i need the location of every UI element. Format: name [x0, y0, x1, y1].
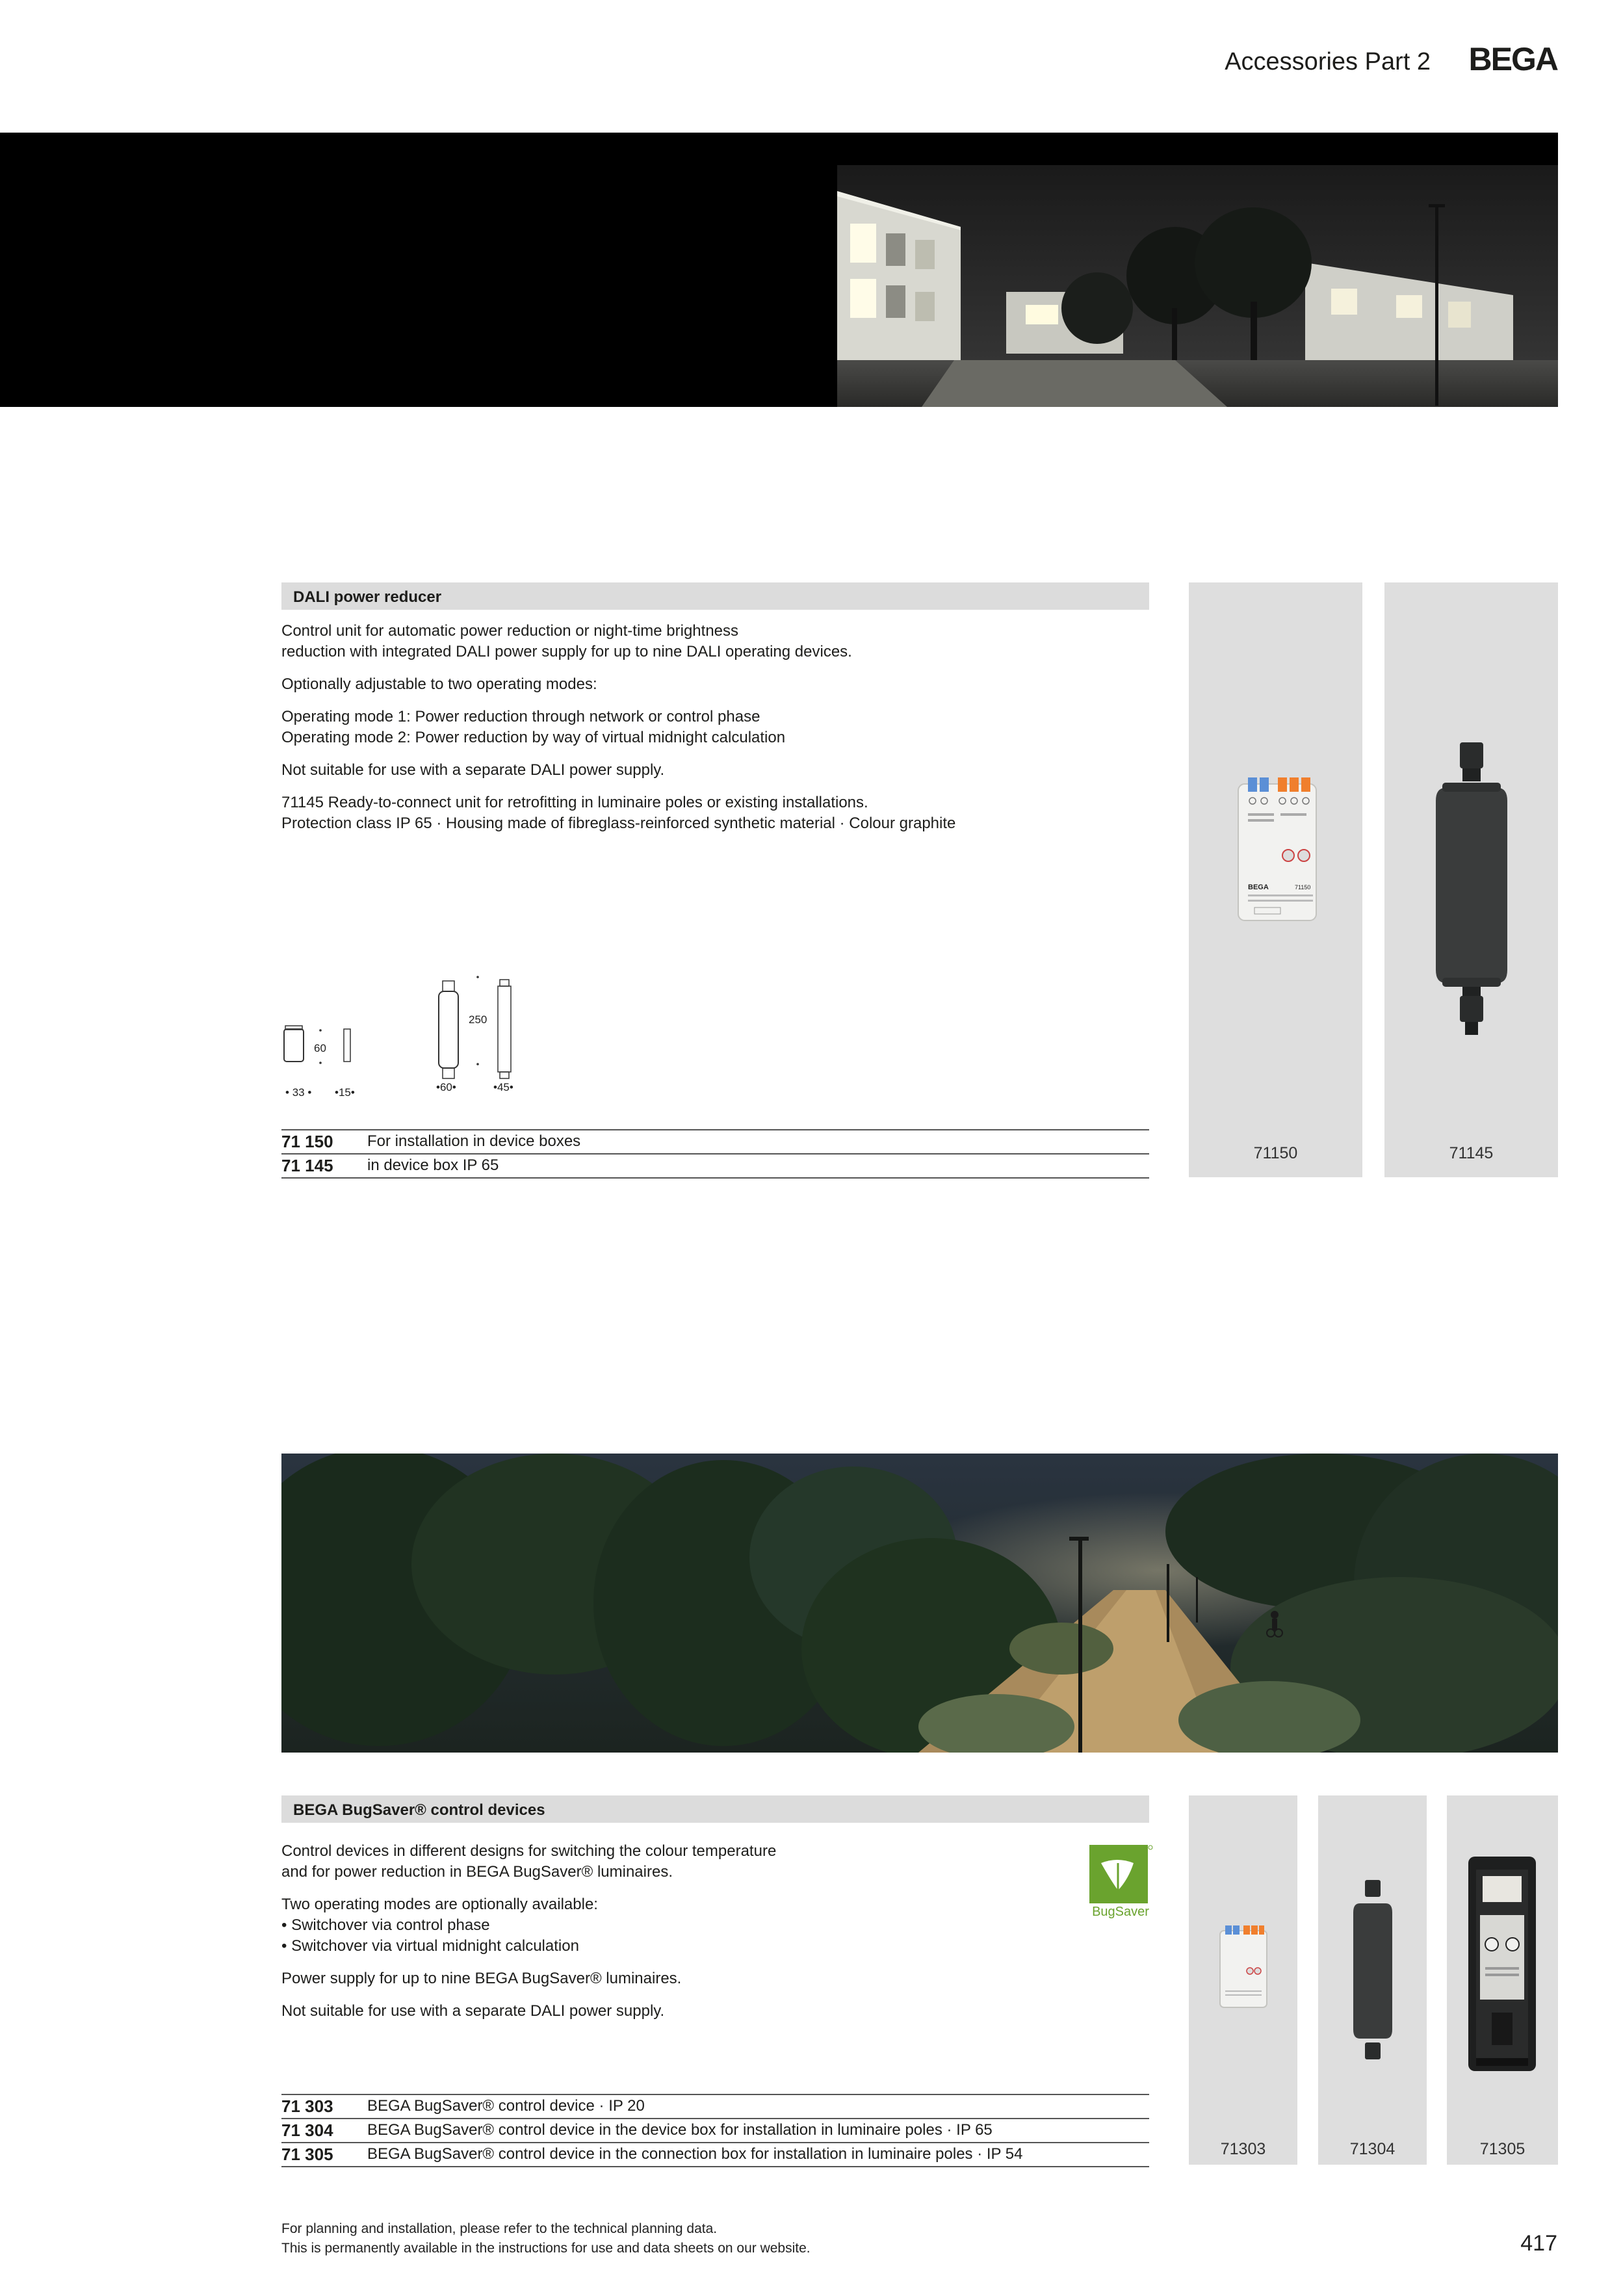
- product-label-71150: 71150: [1253, 1144, 1298, 1162]
- dali-description: [281, 621, 1149, 834]
- bugsaver-heading-text: BEGA BugSaver® control devices: [293, 1801, 545, 1819]
- bugsaver-logo-text: BugSaver: [1092, 1905, 1149, 1919]
- dim-height-large: 250: [469, 1013, 487, 1026]
- bugsaver-para-3: Power supply for up to nine BEGA BugSaver® luminaires.: [281, 1970, 682, 1987]
- dali-para-4: Not suitable for use with a separate DALI power supply.: [281, 761, 665, 779]
- dim-depth-small-value: 15: [338, 1086, 351, 1099]
- bugsaver-para-4: Not suitable for use with a separate DALI power supply.: [281, 2002, 665, 2020]
- product-panel-71150: [1189, 582, 1362, 1177]
- footer-line-2: This is permanently available in the instructions for use and data sheets on our website.: [281, 2241, 811, 2256]
- dali-heading-text: DALI power reducer: [293, 588, 442, 606]
- order-description: BEGA BugSaver® control device in the connection box for installation in luminaire poles · IP 54: [367, 2145, 1023, 2163]
- dim-height-small: 60: [314, 1042, 326, 1054]
- order-number: 71 303: [281, 2096, 333, 2116]
- order-description: For installation in device boxes: [367, 1132, 581, 1150]
- product-label-71305: 71305: [1479, 2140, 1526, 2158]
- dim-width-small: • 33 •: [285, 1086, 312, 1099]
- product-panel-71303: [1189, 1795, 1297, 2165]
- bugsaver-device-71304-image: [1347, 1880, 1399, 2062]
- order-number: 71 145: [281, 1156, 333, 1175]
- table-row: [281, 2094, 1149, 2118]
- dali-para-3-line-2: Operating mode 2: Power reduction by way of virtual midnight calculation: [281, 729, 786, 746]
- dali-device-71150-image: [1235, 777, 1319, 927]
- bugsaver-para-2-line-3: • Switchover via virtual midnight calculation: [281, 1937, 579, 1955]
- page-number: 417: [1520, 2231, 1557, 2256]
- night-building-photo: [0, 133, 1558, 407]
- order-number: 71 305: [281, 2145, 333, 2164]
- dali-para-1-line-2: reduction with integrated DALI power supply for up to nine DALI operating devices.: [281, 643, 852, 660]
- order-description: BEGA BugSaver® control device in the device box for installation in luminaire poles · IP 65: [367, 2121, 993, 2139]
- dali-section-heading: [281, 582, 1149, 610]
- dali-para-5-line-2: Protection class IP 65 · Housing made of fibreglass-reinforced synthetic material · Colour graphite: [281, 815, 956, 832]
- dimension-drawings: [281, 972, 554, 1102]
- bugsaver-leaf-icon: [1088, 1844, 1153, 1905]
- order-description: BEGA BugSaver® control device · IP 20: [367, 2097, 645, 2115]
- bugsaver-para-1-line-1: Control devices in different designs for switching the colour temperature: [281, 1842, 777, 1860]
- bugsaver-para-1-line-2: and for power reduction in BEGA BugSaver® luminaires.: [281, 1863, 673, 1881]
- device-code-text: 71150: [1295, 884, 1311, 891]
- bugsaver-description: [281, 1841, 1149, 2022]
- footer-note: [281, 2219, 811, 2258]
- table-row: [281, 2142, 1149, 2167]
- product-panel-71304: [1318, 1795, 1427, 2165]
- dali-para-1-line-1: Control unit for automatic power reduction or night-time brightness: [281, 622, 739, 640]
- dim-width-large: •60•: [436, 1081, 456, 1093]
- device-brand-text: BEGA: [1248, 883, 1269, 891]
- bugsaver-para-2-line-2: • Switchover via control phase: [281, 1916, 490, 1934]
- bugsaver-order-table: [281, 2094, 1149, 2167]
- dim-depth-large-value: 45: [497, 1081, 510, 1093]
- dali-para-2: Optionally adjustable to two operating modes:: [281, 675, 597, 693]
- order-number: 71 150: [281, 1132, 333, 1151]
- product-label-71145: 71145: [1449, 1144, 1494, 1162]
- dali-para-3-line-1: Operating mode 1: Power reduction through network or control phase: [281, 708, 760, 725]
- bugsaver-device-71303-image: [1217, 1925, 1269, 2010]
- dali-device-71145-image: [1426, 742, 1517, 1035]
- dali-para-5-line-1: 71145 Ready-to-connect unit for retrofitting in luminaire poles or existing installations.: [281, 794, 868, 811]
- dimension-drawing-svg: [281, 972, 554, 1102]
- product-panel-71305: [1447, 1795, 1558, 2165]
- table-row: [281, 1129, 1149, 1153]
- dim-width-small-value: 33: [292, 1086, 305, 1099]
- table-row: [281, 2118, 1149, 2142]
- page-title: Accessories Part 2: [1225, 48, 1431, 75]
- dim-depth-small: •15•: [335, 1086, 355, 1099]
- order-number: 71 304: [281, 2120, 333, 2140]
- bugsaver-section-heading: [281, 1795, 1149, 1823]
- order-description: in device box IP 65: [367, 1156, 499, 1174]
- dali-order-table: [281, 1129, 1149, 1179]
- bugsaver-para-2-line-1: Two operating modes are optionally available:: [281, 1896, 598, 1913]
- bugsaver-logo: [1088, 1844, 1153, 1922]
- product-panel-71145: [1384, 582, 1558, 1177]
- table-row: [281, 1153, 1149, 1179]
- bugsaver-device-71305-image: [1463, 1857, 1541, 2071]
- park-path-photo: [281, 1454, 1558, 1753]
- product-label-71304: 71304: [1349, 2140, 1396, 2158]
- bega-logo: BEGA: [1468, 41, 1557, 77]
- dim-depth-large: •45•: [493, 1081, 513, 1093]
- footer-line-1: For planning and installation, please refer to the technical planning data.: [281, 2221, 718, 2236]
- product-label-71303: 71303: [1220, 2140, 1266, 2158]
- dim-width-large-value: 60: [439, 1081, 452, 1093]
